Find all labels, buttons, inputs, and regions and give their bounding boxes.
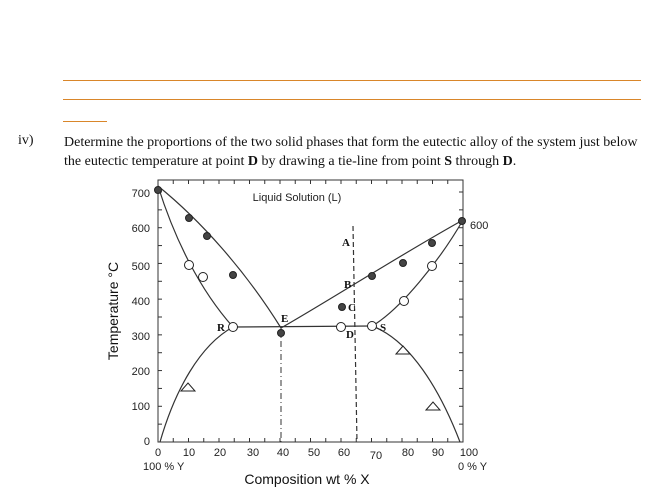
diagram-title: Liquid Solution (L)	[252, 192, 342, 204]
right-composition-label: 0 % Y	[458, 461, 488, 473]
x-tick-label: 60	[337, 447, 351, 459]
filled-marker	[339, 304, 346, 311]
filled-marker	[204, 233, 211, 240]
open-marker	[337, 323, 346, 332]
x-axis-title: Composition wt % X	[244, 471, 370, 487]
point-e-label: E	[281, 313, 289, 325]
liquidus-left-curve	[158, 186, 281, 328]
y-tick-label: 500	[131, 261, 150, 273]
point-d-label: D	[346, 329, 354, 341]
y-axis-title: Temperature °C	[105, 261, 121, 361]
left-composition-label: 100 % Y	[143, 461, 185, 473]
point-b-label: B	[344, 279, 352, 291]
x-tick-label: 30	[246, 447, 260, 459]
solidus-left-curve	[158, 186, 233, 327]
filled-marker	[155, 187, 162, 194]
question-text-part: by drawing a tie-line from point	[257, 154, 445, 169]
filled-marker	[429, 240, 436, 247]
filled-marker	[369, 273, 376, 280]
question-point-d: D	[247, 154, 258, 169]
question-text-part: .	[512, 154, 517, 169]
y-tick-label: 100	[131, 401, 150, 413]
x-tick-label: 40	[276, 447, 290, 459]
question-text-part: Determine the proportions of the two solid phases that form the eutectic alloy of the system just below the eutectic temperature at point	[64, 135, 638, 169]
open-marker	[368, 322, 377, 331]
point-r-label: R	[217, 322, 225, 334]
y-tick-label: 400	[131, 296, 150, 308]
y-tick-label: 600	[131, 223, 150, 235]
solidus-right-curve	[372, 220, 463, 326]
y-tick-label: 200	[131, 366, 150, 378]
open-marker	[428, 262, 437, 271]
question-point-d: D	[502, 154, 513, 169]
question-point-s: S	[444, 154, 453, 169]
x-tick-label: 50	[307, 447, 321, 459]
x-tick-label: 80	[401, 447, 415, 459]
question-text-part: through	[452, 154, 503, 169]
y-tick-label: 700	[131, 188, 150, 200]
open-marker	[185, 261, 194, 270]
y-tick-label: 0	[143, 436, 150, 448]
filled-marker	[186, 215, 193, 222]
triangle-marker	[396, 346, 410, 354]
point-a-label: A	[342, 237, 350, 249]
solvus-left-curve	[160, 327, 233, 442]
open-marker	[400, 297, 409, 306]
x-tick-label: 90	[431, 447, 445, 459]
x-tick-label: 0	[154, 447, 162, 459]
point-c-label: C	[348, 302, 356, 314]
open-marker	[199, 273, 208, 282]
filled-marker	[230, 272, 237, 279]
triangle-marker	[426, 402, 440, 410]
x-tick-label: 100	[459, 447, 479, 459]
x-tick-label: 20	[213, 447, 227, 459]
right-temperature-label: 600	[470, 220, 489, 232]
y-tick-label: 300	[131, 331, 150, 343]
solvus-right-curve	[372, 326, 460, 442]
eutectic-line	[233, 326, 372, 327]
question-label: iv)	[18, 133, 34, 148]
x-tick-label: 10	[182, 447, 196, 459]
filled-marker	[400, 260, 407, 267]
point-s-label: S	[380, 322, 387, 334]
x-tick-label: 70	[369, 450, 383, 462]
filled-marker	[459, 218, 466, 225]
open-marker	[229, 323, 238, 332]
filled-marker	[278, 330, 285, 337]
